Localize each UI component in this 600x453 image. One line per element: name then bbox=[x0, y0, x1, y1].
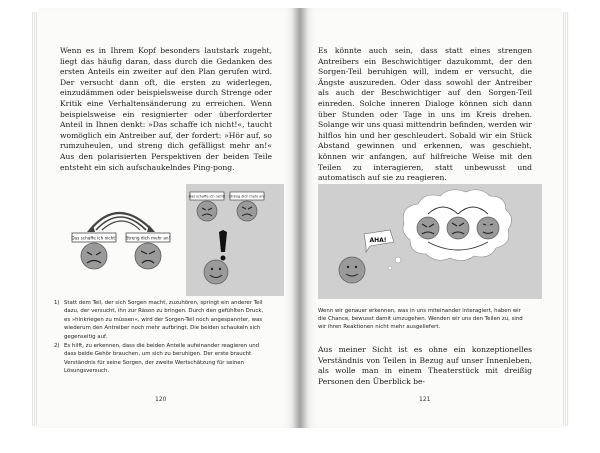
left-body-text: Wenn es in Ihrem Kopf besonders lautstark zugeht, liegt das häufig daran, dass durch die Gedanken des ersten Anteils ein zweiter auf den Plan gerufen wird. Der versucht dann oft, die ersten zu widerlegen, einzudämmen oder beispielsweise durch Strenge oder Kritik eine Verhaltensänderung zu erreichen. Wenn beispielsweise ein resignierter oder überforderter Anteil in Ihnen denkt: »Das schaffe ich nicht!«, taucht womöglich ein Antreiber auf, der fordert: »Hör auf, so rumzuheulen, und streng dich gefälligst mehr an!« Aus den polarisierten Perspektiven der beiden Teile entsteht ein sich aufschaukelndes Ping-pong. bbox=[60, 46, 272, 172]
right-body-text: Es könnte auch sein, dass statt eines strengen Antreibers ein Beschwichtiger dazukommt, der den Sorgen-Teil beruhigen will, indem er versucht, die Ängste auszureden. Oder dass sowohl der Antreiber als auch der Beschwichtiger auf den Sorgen-Teil einreden. Solche inneren Dialoge können sich dann über Stunden oder Tage in uns im Kreis drehen. Solange wir uns quasi mittendrin befinden, werden wir hilflos hin und her geschleudert. Sobald wir ein Stück Abstand gewinnen und erkennen, was geschieht, können wir anfangen, auf hilfreiche Weise mit den Teilen zu interagieren, statt unbewusst und automatisch auf sie zu reagieren. bbox=[318, 46, 532, 183]
note-number: 1) bbox=[54, 300, 60, 306]
note-item bbox=[54, 299, 268, 341]
arrow-arc bbox=[102, 221, 140, 230]
face-eye bbox=[211, 268, 213, 270]
note-text: Es hilft, zu erkennen, dass die beiden Anteile aufeinander reagieren und dass beide Gehör brauchen, um sich zu beruhigen. Der erste braucht Verständnis für seine Sorgen, der zweite Wertschätzung für seinen Lösungsversuch. bbox=[64, 343, 260, 375]
face-eye bbox=[355, 266, 357, 268]
right-illustration bbox=[318, 184, 542, 299]
note-number: 2) bbox=[54, 343, 60, 350]
left-illustration bbox=[56, 184, 286, 296]
note-item bbox=[54, 342, 268, 376]
exclamation-dot bbox=[221, 256, 226, 261]
book-gutter bbox=[292, 8, 308, 428]
right-page-edges bbox=[561, 12, 569, 426]
illustration-notes bbox=[54, 299, 268, 377]
thought-dot bbox=[388, 266, 392, 270]
illustration-caption: Wenn wir genauer erkennen, was in uns miteinander interagiert, haben wir die Chance, bewusst damit umzugehen. Wenden wir uns den Teilen zu, sind wir ihren Reaktionen nicht mehr ausgeliefert. bbox=[318, 308, 523, 331]
worried-face bbox=[417, 217, 439, 239]
soothing-face bbox=[477, 217, 499, 239]
face-eye bbox=[347, 266, 349, 268]
aha-text: AHA! bbox=[369, 237, 387, 244]
label-text: Das schaffe ich nicht! bbox=[188, 194, 226, 199]
left-page bbox=[38, 8, 300, 428]
label-text: Streng dich mehr an! bbox=[125, 235, 171, 241]
note-text: Statt dem Teil, der sich Sorgen macht, zuzuhören, springt ein anderer Teil dazu, der versucht, ihn zur Räson zu bringen. Durch den gefühlten Druck, es »hinkriegen zu müssen«, wird der Sorgen-Teil noch angespannter, was wiederum den Antreiber noch mehr aufbringt. Die beiden schaukeln sich gegenseitig auf. bbox=[64, 300, 264, 340]
right-body-text-continued: Aus meiner Sicht ist es ohne ein konzeptionelles Verständnis von Teilen in Bezug auf unser Innenleben, als wolle man in einem Theaterstück mit dreißig Personen den Überblick be- bbox=[318, 345, 532, 386]
illustration-panel bbox=[186, 184, 284, 296]
label-text: Das schaffe ich nicht! bbox=[71, 235, 117, 241]
angry-face bbox=[237, 201, 257, 221]
smiling-face bbox=[204, 260, 228, 284]
worried-face bbox=[81, 243, 107, 269]
thought-dot bbox=[395, 257, 401, 263]
angry-face bbox=[447, 217, 469, 239]
label-text: Streng dich mehr an! bbox=[228, 194, 266, 199]
face-eye bbox=[219, 268, 221, 270]
worried-face bbox=[197, 201, 217, 221]
page-number: 121 bbox=[419, 396, 431, 403]
right-page bbox=[300, 8, 562, 428]
page-number: 120 bbox=[155, 396, 167, 403]
angry-face bbox=[135, 243, 161, 269]
observer-face bbox=[339, 257, 365, 283]
